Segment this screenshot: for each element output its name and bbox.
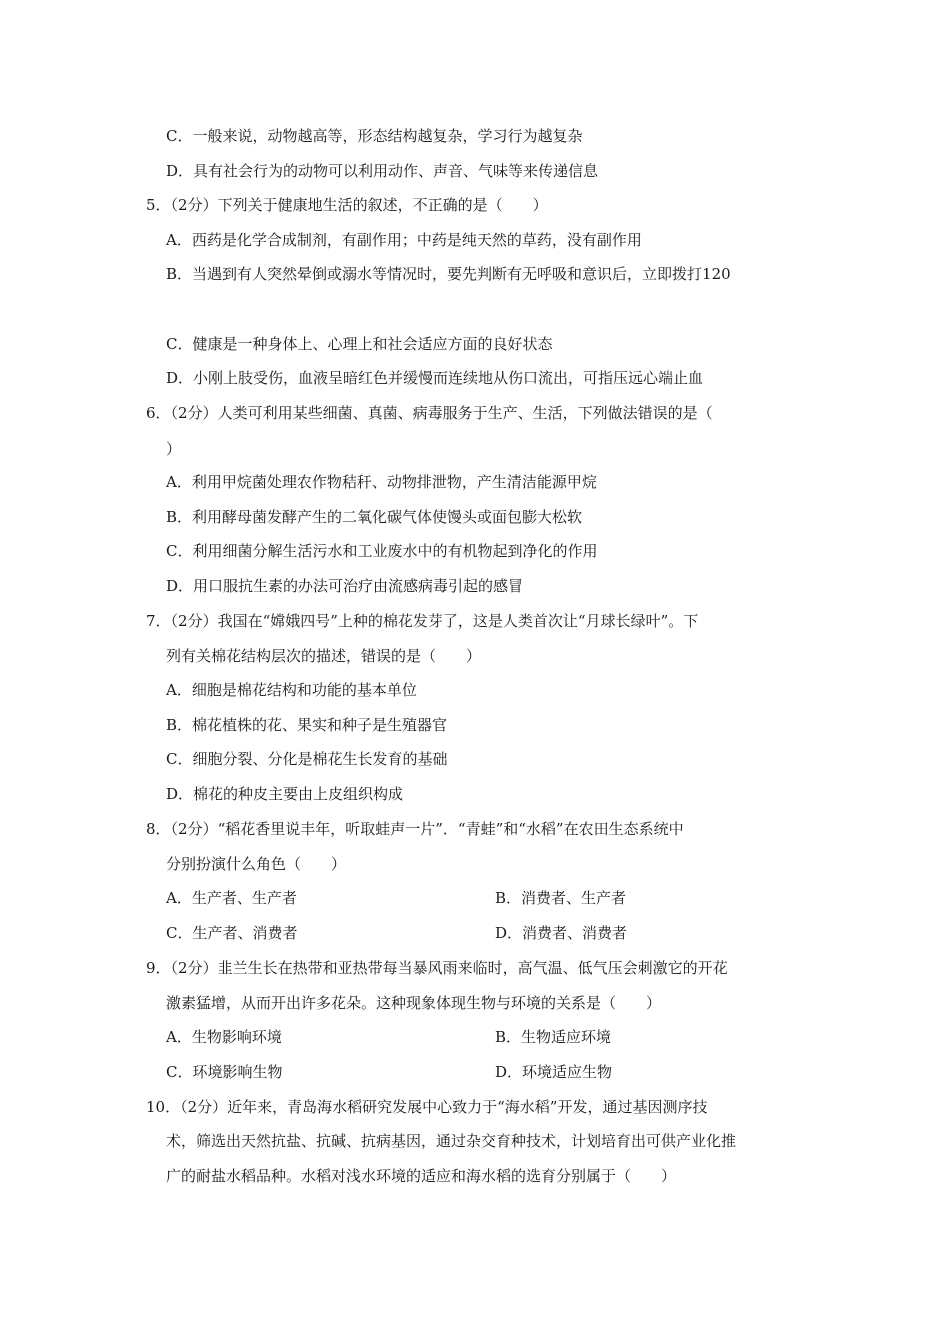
q8-option-c: C．生产者、消费者 xyxy=(166,924,298,942)
q5-option-b: B．当遇到有人突然晕倒或溺水等情况时，要先判断有无呼吸和意识后，立即拨打120 xyxy=(166,265,731,283)
q4-option-d: D．具有社会行为的动物可以利用动作、声音、气味等来传递信息 xyxy=(166,162,599,180)
q6-option-c: C．利用细菌分解生活污水和工业废水中的有机物起到净化的作用 xyxy=(166,542,598,560)
q6-option-b: B．利用酵母菌发酵产生的二氧化碳气体使馒头或面包膨大松软 xyxy=(166,508,583,526)
q7-option-b: B．棉花植株的花、果实和种子是生殖器官 xyxy=(166,716,448,734)
q9-stem-line1: 9．（2分）韭兰生长在热带和亚热带每当暴风雨来临时，高气温、低气压会刺激它的开花 xyxy=(146,959,728,977)
q8-option-a: A．生产者、生产者 xyxy=(166,889,297,907)
q10-stem-line2: 术，筛选出天然抗盐、抗碱、抗病基因，通过杂交育种技术，计划培育出可供产业化推 xyxy=(166,1132,737,1150)
q8-option-b: B．消费者、生产者 xyxy=(495,889,627,907)
q5-option-d: D．小刚上肢受伤，血液呈暗红色并缓慢而连续地从伤口流出，可指压远心端止血 xyxy=(166,369,704,387)
q9-option-d: D．环境适应生物 xyxy=(495,1063,613,1081)
q5-stem: 5．（2分）下列关于健康地生活的叙述，不正确的是（ ） xyxy=(146,196,548,214)
q8-stem-line1: 8．（2分）“稻花香里说丰年，听取蛙声一片”．“青蛙”和“水稻”在农田生态系统中 xyxy=(146,820,684,838)
q6-stem-line1: 6．（2分）人类可利用某些细菌、真菌、病毒服务于生产、生活，下列做法错误的是（ xyxy=(146,404,713,422)
q7-option-a: A．细胞是棉花结构和功能的基本单位 xyxy=(166,681,417,699)
q9-option-a: A．生物影响环境 xyxy=(166,1028,282,1046)
q7-option-d: D．棉花的种皮主要由上皮组织构成 xyxy=(166,785,404,803)
q7-option-c: C．细胞分裂、分化是棉花生长发育的基础 xyxy=(166,750,448,768)
q7-stem-line1: 7．（2分）我国在“嫦娥四号”上种的棉花发芽了，这是人类首次让“月球长绿叶”。下 xyxy=(146,612,699,630)
q5-option-c: C．健康是一种身体上、心理上和社会适应方面的良好状态 xyxy=(166,335,553,353)
q4-option-c: C．一般来说，动物越高等，形态结构越复杂，学习行为越复杂 xyxy=(166,127,583,145)
q9-option-c: C．环境影响生物 xyxy=(166,1063,283,1081)
q6-option-a: A．利用甲烷菌处理农作物秸秆、动物排泄物，产生清洁能源甲烷 xyxy=(166,473,597,491)
q8-stem-line2: 分别扮演什么角色（ ） xyxy=(166,855,347,873)
q6-stem-line2: ） xyxy=(166,440,182,458)
q9-stem-line2: 激素猛增，从而开出许多花朵。这种现象体现生物与环境的关系是（ ） xyxy=(166,994,662,1012)
q9-option-b: B．生物适应环境 xyxy=(495,1028,612,1046)
q8-option-d: D．消费者、消费者 xyxy=(495,924,628,942)
q10-stem-line3: 广的耐盐水稻品种。水稻对浅水环境的适应和海水稻的选育分别属于（ ） xyxy=(166,1167,677,1185)
q10-stem-line1: 10．（2分）近年来，青岛海水稻研究发展中心致力于“海水稻”开发，通过基因测序技 xyxy=(146,1098,708,1116)
q6-option-d: D．用口服抗生素的办法可治疗由流感病毒引起的感冒 xyxy=(166,577,524,595)
q5-option-a: A．西药是化学合成制剂，有副作用；中药是纯天然的草药，没有副作用 xyxy=(166,231,642,249)
q7-stem-line2: 列有关棉花结构层次的描述，错误的是（ ） xyxy=(166,647,482,665)
